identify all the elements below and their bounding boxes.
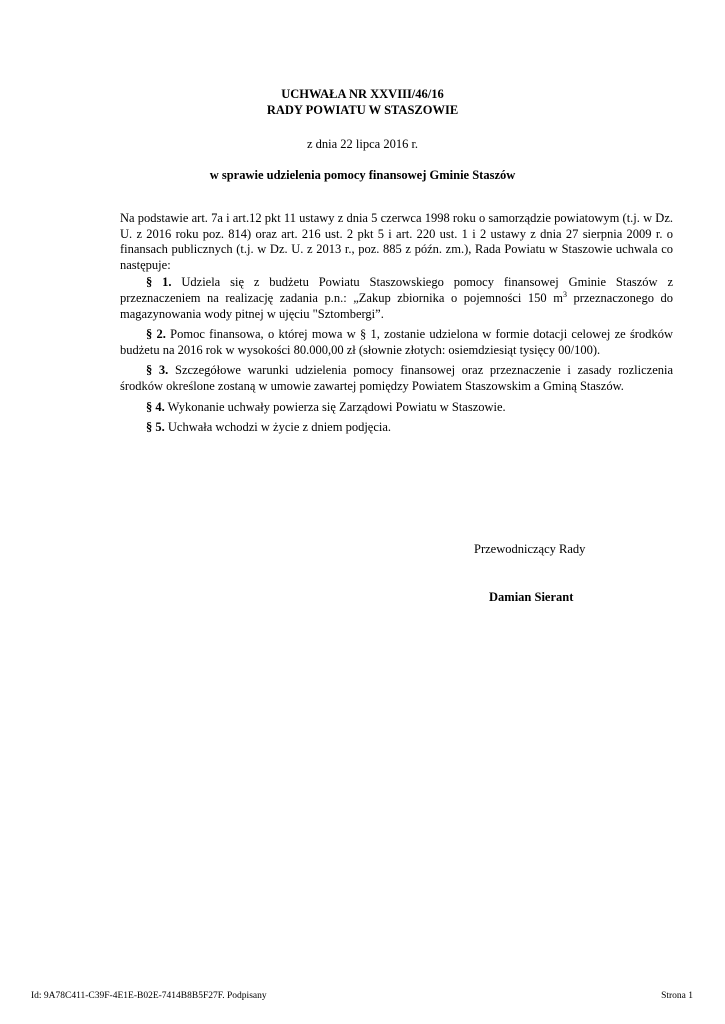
paragraph-1 [120,275,673,322]
paragraph-text: Udziela się z budżetu Powiatu Staszowskiego pomocy finansowej Gminie Staszów z przeznaczeniem na realizację zadania p.n.: „Zakup zbiornika o pojemności 150 m [120,275,674,305]
superscript: 3 [562,289,567,299]
paragraph-label: § 2. [146,327,166,342]
resolution-body [120,211,673,436]
signature-name: Damian Sierant [489,590,574,604]
paragraph-text: Pomoc finansowa, o której mowa w § 1, zostanie udzielona w formie dotacji celowej ze środków budżetu na 2016 rok w wysokości 80.000,00 zł (słownie złotych: osiemdziesiąt tysięcy 00/100). [120,327,673,357]
resolution-subject: w sprawie udzielenia pomocy finansowej Gminie Staszów [209,168,516,182]
page-number: Strona 1 [661,991,693,1001]
paragraph-3 [120,363,673,394]
document-id: Id: 9A78C411-C39F-4E1E-B02E-7414B8B5F27F. Podpisany [31,991,267,1001]
paragraph-text: przeznaczonego do magazynowania wody pitnej w ujęciu "Sztombergi”. [120,290,674,321]
paragraph-text: Szczegółowe warunki udzielenia pomocy finansowej oraz przeznaczenie i zasady rozliczenia środków określone zostaną w umowie zawartej pomiędzy Powiatem Staszowskim a Gminą Staszów. [120,363,674,393]
paragraph-label: § 5. [146,420,165,435]
paragraph-label: § 3. [146,363,169,378]
paragraph-text: Uchwała wchodzi w życie z dniem podjęcia. [164,420,392,435]
council-name: RADY POWIATU W STASZOWIE [266,103,459,117]
paragraph-text: Wykonanie uchwały powierza się Zarządowi Powiatu w Staszowie. [164,399,506,414]
preamble: Na podstawie art. 7a i art.12 pkt 11 ustawy z dnia 5 czerwca 1998 roku o samorządzie powiatowym (t.j. w Dz. U. z 2016 roku poz. 814) oraz art. 216 ust. 2 pkt 5 i art. 220 ust. 1 i 2 ustawy z dnia 27 sierpnia 2009 r. o finansach publicznych (t.j. w Dz. U. z 2013 r., poz. 885 z późn. zm.), Rada Powiatu w Staszowie uchwala co następuje: [120,211,673,272]
paragraph-label: § 1. [146,275,172,290]
paragraph-label: § 4. [146,399,165,414]
paragraph-5 [120,420,673,436]
signature-role: Przewodniczący Rady [474,542,586,556]
paragraph-4 [120,400,673,416]
resolution-number: UCHWAŁA NR XXVIII/46/16 [281,87,444,101]
paragraph-2 [120,327,673,358]
resolution-date: z dnia 22 lipca 2016 r. [306,137,419,151]
